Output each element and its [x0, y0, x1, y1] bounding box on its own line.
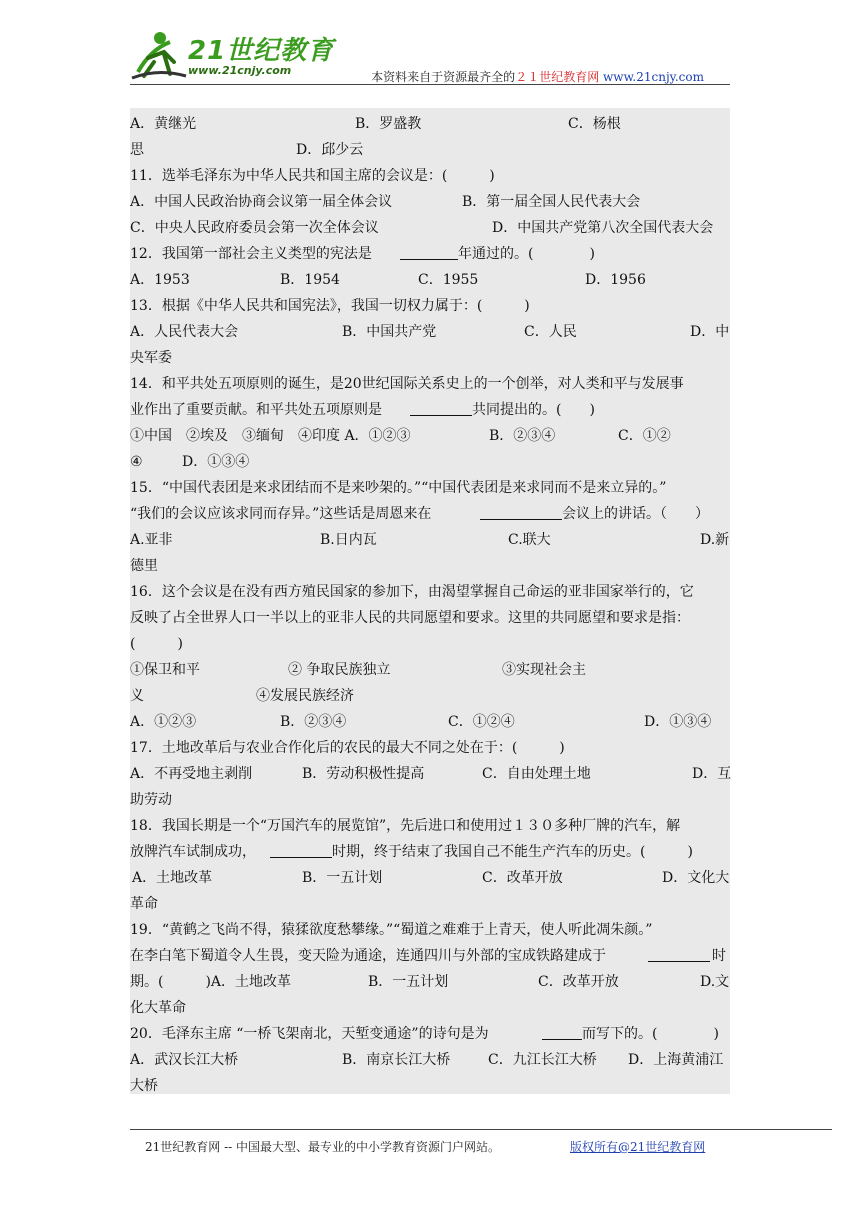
footer-divider: [130, 1129, 832, 1130]
option-d-cont: 大桥: [130, 1078, 158, 1094]
option-d: D．上海黄浦江: [628, 1052, 724, 1068]
option-b: B．一五计划: [368, 974, 449, 990]
option-b: B．第一届全国人民代表大会: [462, 194, 641, 210]
stem-text: 反映了占全世界人口一半以上的亚非人民的共同愿望和要求。这里的共同愿望和要求是指：: [130, 610, 690, 626]
option-c: C．①②: [618, 428, 671, 444]
logo-url: www.21cnjy.com: [188, 64, 292, 77]
option-a: A.亚非: [130, 532, 173, 548]
stem-text-cont: 共同提出的。( ): [472, 402, 595, 418]
option-b: B．②③④: [280, 714, 347, 730]
option-c-cont: 思: [130, 142, 144, 158]
option-c: C.联大: [508, 532, 551, 548]
header-url-link[interactable]: www.21cnjy.com: [603, 70, 704, 84]
stem-text: 14．和平共处五项原则的诞生，是20世纪国际关系史上的一个创举，对人类和平与发展事: [130, 376, 684, 392]
option-d: D．中: [690, 324, 730, 340]
stem-text: 20．毛泽东主席 “一桥飞架南北，天堑变通途”的诗句是为: [130, 1026, 489, 1042]
option-c: C．①②④: [448, 714, 515, 730]
option-b: B．②③④: [489, 428, 556, 444]
item-2: ② 争取民族独立: [288, 662, 391, 678]
stem-text-cont: 会议上的讲话。（ ）: [562, 506, 709, 522]
option-a: A．黄继光: [130, 116, 197, 132]
answer-blank: [480, 505, 562, 520]
option-a: A．①②③: [130, 714, 197, 730]
stem-text: 11．选举毛泽东为中华人民共和国主席的会议是：( ): [130, 168, 495, 184]
option-d: D．①③④: [644, 714, 712, 730]
option-d: D．文化大: [662, 870, 730, 886]
stem-text: 在李白笔下蜀道令人生畏，变天险为通途，连通四川与外部的宝成铁路建成于: [130, 948, 606, 964]
stem-text: 16．这个会议是在没有西方殖民国家的参加下，由渴望掌握自己命运的亚非国家举行的，它: [130, 584, 694, 600]
item-4: ④发展民族经济: [256, 688, 354, 704]
stem-text: 17．土地改革后与农业合作化后的农民的最大不同之处在于：( ): [130, 740, 565, 756]
option-d: D．邱少云: [296, 142, 364, 158]
option-d: D.新: [700, 532, 730, 548]
stem-text: 业作出了重要贡献。和平共处五项原则是: [130, 402, 382, 418]
option-a: A．不再受地主剥削: [130, 766, 253, 782]
stem-text-cont: 而写下的。( ): [582, 1026, 719, 1042]
option-d: D．中国共产党第八次全国代表大会: [492, 220, 714, 236]
option-b: B.日内瓦: [320, 532, 377, 548]
option-a: 期。( )A．土地改革: [130, 974, 292, 990]
runner-logo-icon: [130, 28, 190, 84]
option-c: C．改革开放: [482, 870, 563, 886]
stem-text: 12．我国第一部社会主义类型的宪法是: [130, 246, 372, 262]
footer-copyright-link[interactable]: 版权所有@21世纪教育网: [570, 1140, 706, 1154]
option-b: B．一五计划: [302, 870, 383, 886]
stem-text: 13．根据《中华人民共和国宪法》，我国一切权力属于：( ): [130, 298, 530, 314]
item-3-cont: 义: [130, 688, 144, 704]
footer-site-description: 21世纪教育网 -- 中国最大型、最专业的中小学教育资源门户网站。: [145, 1140, 501, 1154]
stem-text-cont: 年通过的。( ): [458, 246, 595, 262]
option-a: ①中国 ②埃及 ③缅甸 ④印度 A．①②③: [130, 428, 411, 444]
option-d: D．互: [692, 766, 732, 782]
option-d-cont: 化大革命: [130, 1000, 186, 1016]
option-c: C．改革开放: [538, 974, 619, 990]
option-a: A．人民代表大会: [130, 324, 239, 340]
option-d: D．①③④: [182, 454, 250, 470]
stem-text: 18．我国长期是一个“万国汽车的展览馆”，先后进口和使用过１３０多种厂牌的汽车，解: [130, 818, 681, 834]
question-sheet: [130, 108, 730, 1094]
header-source-note: [371, 68, 704, 85]
option-a: A．1953: [130, 272, 190, 288]
answer-blank: [270, 843, 332, 858]
option-d: D．1956: [585, 272, 646, 288]
answer-paren: ( ): [130, 636, 183, 652]
stem-text: “我们的会议应该求同而存异。”这些话是周恩来在: [130, 506, 432, 522]
stem-text: 19．“黄鹤之飞尚不得，猿猱欲度愁攀缘。”“蜀道之难难于上青天，使人听此凋朱颜。”: [130, 922, 653, 938]
option-d-cont: 助劳动: [130, 792, 172, 808]
option-c: C．人民: [524, 324, 577, 340]
option-d: D.文: [700, 974, 730, 990]
option-c: C．自由处理土地: [482, 766, 591, 782]
stem-text: 放牌汽车试制成功，: [130, 844, 256, 860]
option-d-cont: 央军委: [130, 350, 172, 366]
stem-text-cont: 时: [712, 948, 726, 964]
stem-text: 15．“中国代表团是来求团结而不是来吵架的。”“中国代表团是来求同而不是来立异的。”: [130, 480, 667, 496]
option-a: A．土地改革: [132, 870, 213, 886]
item-1: ①保卫和平: [130, 662, 200, 678]
item-3: ③实现社会主: [502, 662, 586, 678]
option-b: B．罗盛教: [355, 116, 422, 132]
option-a: A．武汉长江大桥: [130, 1052, 239, 1068]
option-d-cont: 革命: [130, 896, 158, 912]
option-b: B．中国共产党: [342, 324, 437, 340]
option-c-cont: ④: [130, 454, 143, 470]
site-logo[interactable]: [130, 28, 340, 84]
answer-blank: [648, 947, 710, 962]
option-c: C．中央人民政府委员会第一次全体会议: [130, 220, 379, 236]
answer-blank: [400, 245, 458, 260]
option-c: C．1955: [418, 272, 479, 288]
option-c: C．九江长江大桥: [488, 1052, 597, 1068]
header-brand-link[interactable]: ２１世纪教育网: [515, 70, 600, 84]
stem-text-cont: 时期，终于结束了我国自己不能生产汽车的历史。( ): [332, 844, 693, 860]
answer-blank: [410, 401, 472, 416]
option-b: B．南京长江大桥: [342, 1052, 451, 1068]
page-header: [130, 28, 730, 86]
header-note-prefix: 本资料来自于资源最齐全的: [371, 70, 516, 84]
option-b: B．劳动积极性提高: [302, 766, 425, 782]
option-d-cont: 德里: [130, 558, 158, 574]
option-b: B．1954: [280, 272, 340, 288]
option-c: C．杨根: [568, 116, 621, 132]
logo-title: 21世纪教育: [188, 36, 335, 66]
header-divider: [130, 84, 730, 85]
option-a: A．中国人民政治协商会议第一届全体会议: [130, 194, 393, 210]
answer-blank: [542, 1025, 582, 1040]
